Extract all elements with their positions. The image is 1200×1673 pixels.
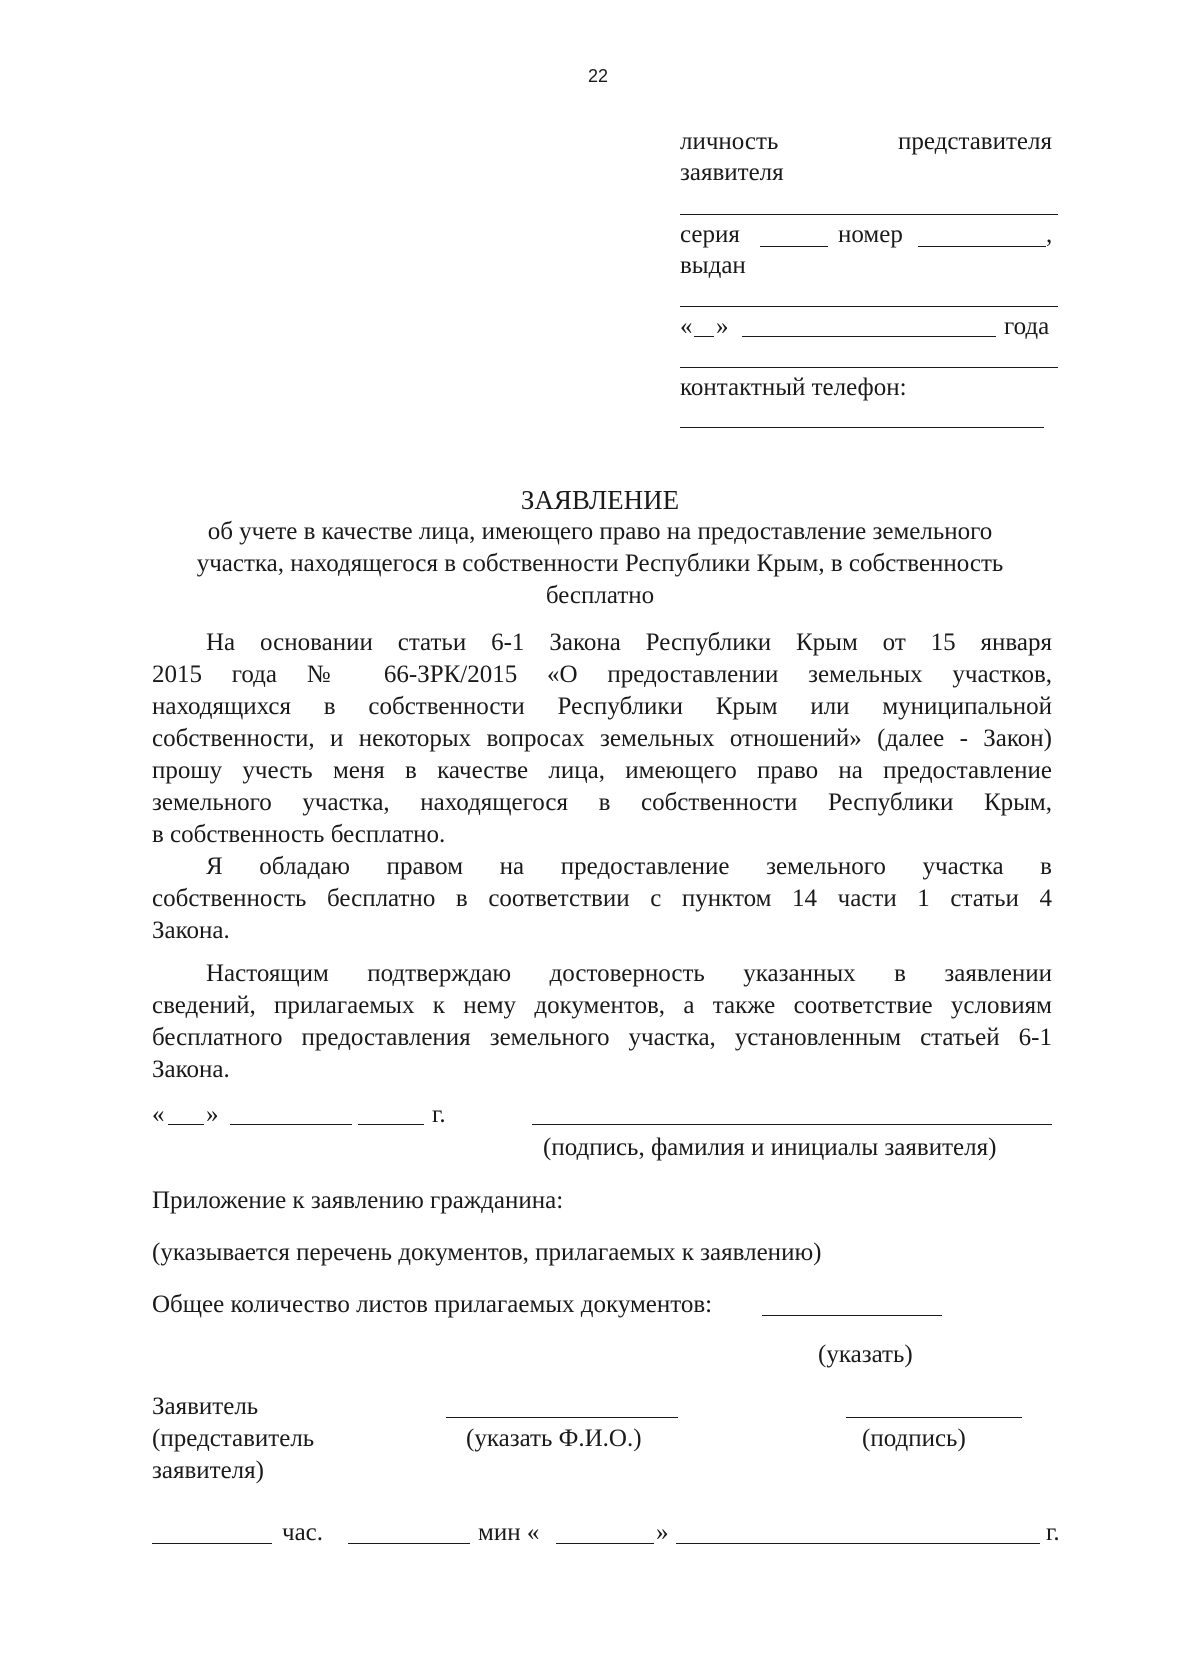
footer-year-abbr: г. <box>1046 1519 1060 1546</box>
fio-line <box>446 1417 678 1418</box>
applicant-signature-line <box>532 1124 1052 1125</box>
minutes-line <box>348 1543 470 1544</box>
footer-quote-close: » <box>656 1519 669 1546</box>
paragraph-line: Настоящим подтверждаю достоверность указанных в заявлении <box>206 960 1052 987</box>
subtitle-line-1: об учете в качестве лица, имеющего право на предоставление земельного <box>207 518 993 545</box>
date-quote-close: » <box>716 313 729 340</box>
fio-caption: (указать Ф.И.О.) <box>466 1425 642 1452</box>
sign-date-quote-close: » <box>206 1101 219 1128</box>
number-comma: , <box>1046 221 1053 248</box>
attachments-count-label: Общее количество листов прилагаемых документов: <box>152 1291 713 1318</box>
paragraph-line: собственности, и некоторых вопросах земельных отношений» (далее - Закон) <box>152 725 1052 752</box>
date-quote-open: « <box>680 313 693 340</box>
issued-line <box>680 306 1058 307</box>
applicant-line: заявителя) <box>152 1457 264 1484</box>
identity-word: личность <box>680 128 779 155</box>
hours-line <box>152 1543 272 1544</box>
phone-line <box>680 427 1044 428</box>
sign-date-day-line <box>168 1124 204 1125</box>
footer-signature-caption: (подпись) <box>862 1425 966 1452</box>
sign-date-month-line <box>230 1124 352 1125</box>
attachments-note: (указывается перечень документов, прилагаемых к заявлению) <box>152 1239 822 1266</box>
applicant-word: заявителя <box>680 159 784 186</box>
document-title: ЗАЯВЛЕНИЕ <box>520 485 680 515</box>
issued-label: выдан <box>680 252 746 279</box>
attachments-count-hint: (указать) <box>818 1341 913 1368</box>
paragraph-line: земельного участка, находящегося в собственности Республики Крым, <box>152 789 1052 816</box>
footer-day-line <box>556 1543 654 1544</box>
paragraph-line: Я обладаю правом на предоставление земельного участка в <box>206 853 1052 880</box>
applicant-line: (представитель <box>152 1425 315 1452</box>
date-day-line <box>694 336 714 337</box>
identity-line <box>680 214 1058 215</box>
attachments-heading: Приложение к заявлению гражданина: <box>152 1187 564 1214</box>
paragraph-line: 2015 года № 66-ЗРК/2015 «О предоставлении земельных участков, <box>152 661 1052 688</box>
date-extra-line <box>680 367 1058 368</box>
paragraph-line: бесплатного предоставления земельного участка, установленным статьей 6-1 <box>152 1024 1052 1051</box>
number-line <box>918 246 1046 247</box>
paragraph-line: сведений, прилагаемых к нему документов, а также соответствие условиям <box>152 992 1052 1019</box>
sign-date-year-line <box>358 1124 424 1125</box>
hours-label: час. <box>282 1519 324 1546</box>
paragraph-line: На основании статьи 6-1 Закона Республики Крым от 15 января <box>206 629 1052 656</box>
subtitle-line-2: участка, находящегося в собственности Республики Крым, в собственность <box>196 550 1004 577</box>
attachments-count-line <box>762 1315 942 1316</box>
paragraph-line: находящихся в собственности Республики Крым или муниципальной <box>152 693 1052 720</box>
phone-label: контактный телефон: <box>680 374 907 401</box>
paragraph-line: прошу учесть меня в качестве лица, имеющего право на предоставление <box>152 757 1052 784</box>
applicant-signature-caption: (подпись, фамилия и инициалы заявителя) <box>543 1134 997 1161</box>
series-line <box>760 246 828 247</box>
paragraph-line: Закона. <box>152 1056 230 1083</box>
series-label: серия <box>680 221 740 248</box>
sign-date-year-abbr: г. <box>432 1101 446 1128</box>
page-number: 22 <box>588 66 609 86</box>
number-label: номер <box>838 221 903 248</box>
subtitle-line-3: бесплатно <box>545 582 655 609</box>
applicant-line: Заявитель <box>152 1393 259 1420</box>
sign-date-quote-open: « <box>152 1101 165 1128</box>
footer-month-line <box>676 1543 1040 1544</box>
year-word: года <box>1004 313 1050 340</box>
footer-signature-line <box>846 1417 1022 1418</box>
paragraph-line: Закона. <box>152 917 230 944</box>
date-month-line <box>742 336 996 337</box>
representative-word: представителя <box>898 128 1052 155</box>
paragraph-line: собственность бесплатно в соответствии с пунктом 14 части 1 статьи 4 <box>152 885 1052 912</box>
minutes-label: мин « <box>478 1519 540 1546</box>
paragraph-line: в собственность бесплатно. <box>152 821 446 848</box>
